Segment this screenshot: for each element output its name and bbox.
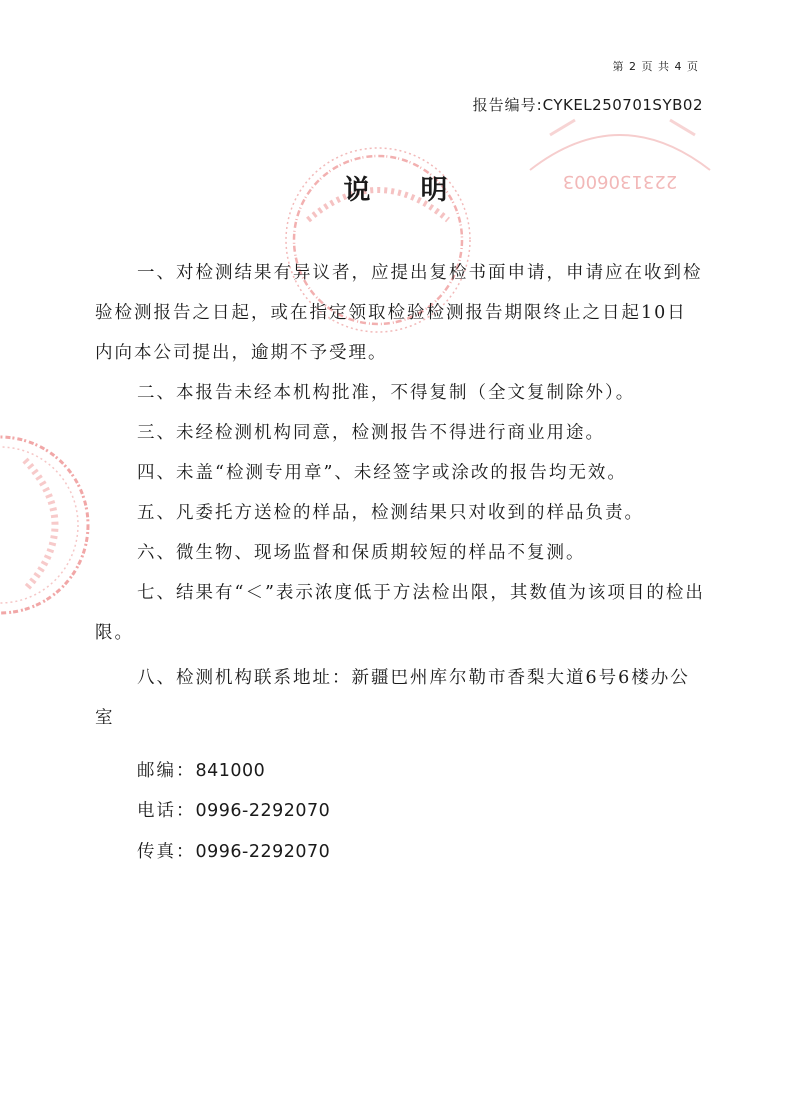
clause-5: 五、凡委托方送检的样品，检测结果只对收到的样品负责。 (137, 503, 644, 523)
clause-8: 八、检测机构联系地址：新疆巴州库尔勒市香梨大道6号6楼办公室 (95, 668, 690, 728)
clause-4: 四、未盖“检测专用章”、未经签字或涂改的报告均无效。 (137, 463, 627, 483)
page-title: 说明 (343, 175, 498, 206)
report-number: CYKEL250701SYB02 (542, 96, 703, 114)
clause-1: 一、对检测结果有异议者，应提出复检书面申请，申请应在收到检验检测报告之日起，或在指定领取检验检测报告期限终止之日起10日内向本公司提出，逾期不予受理。 (95, 263, 703, 363)
phone-label: 电话： (137, 801, 196, 821)
seal-bleed-text: 2231306003 (562, 171, 678, 192)
fax-line (137, 838, 330, 863)
postcode-value: 841000 (195, 761, 266, 781)
clause-3: 三、未经检测机构同意，检测报告不得进行商业用途。 (137, 423, 605, 443)
postcode-label: 邮编： (137, 761, 196, 781)
phone-value: 0996-2292070 (195, 801, 331, 821)
postcode-line (137, 757, 265, 782)
clause-6: 六、微生物、现场监督和保质期较短的样品不复测。 (137, 543, 586, 563)
fax-value: 0996-2292070 (195, 842, 331, 862)
page-indicator: 第 2 页 共 4 页 (612, 60, 699, 73)
report-number-line (473, 94, 703, 115)
report-number-label: 报告编号: (472, 96, 543, 114)
clause-7: 七、结果有“＜”表示浓度低于方法检出限，其数值为该项目的检出限。 (95, 583, 705, 643)
fax-label: 传真： (137, 842, 196, 862)
clause-2: 二、本报告未经本机构批准，不得复制（全文复制除外）。 (137, 383, 636, 403)
inspection-seal-impression-left (0, 430, 95, 620)
phone-line (137, 797, 330, 822)
